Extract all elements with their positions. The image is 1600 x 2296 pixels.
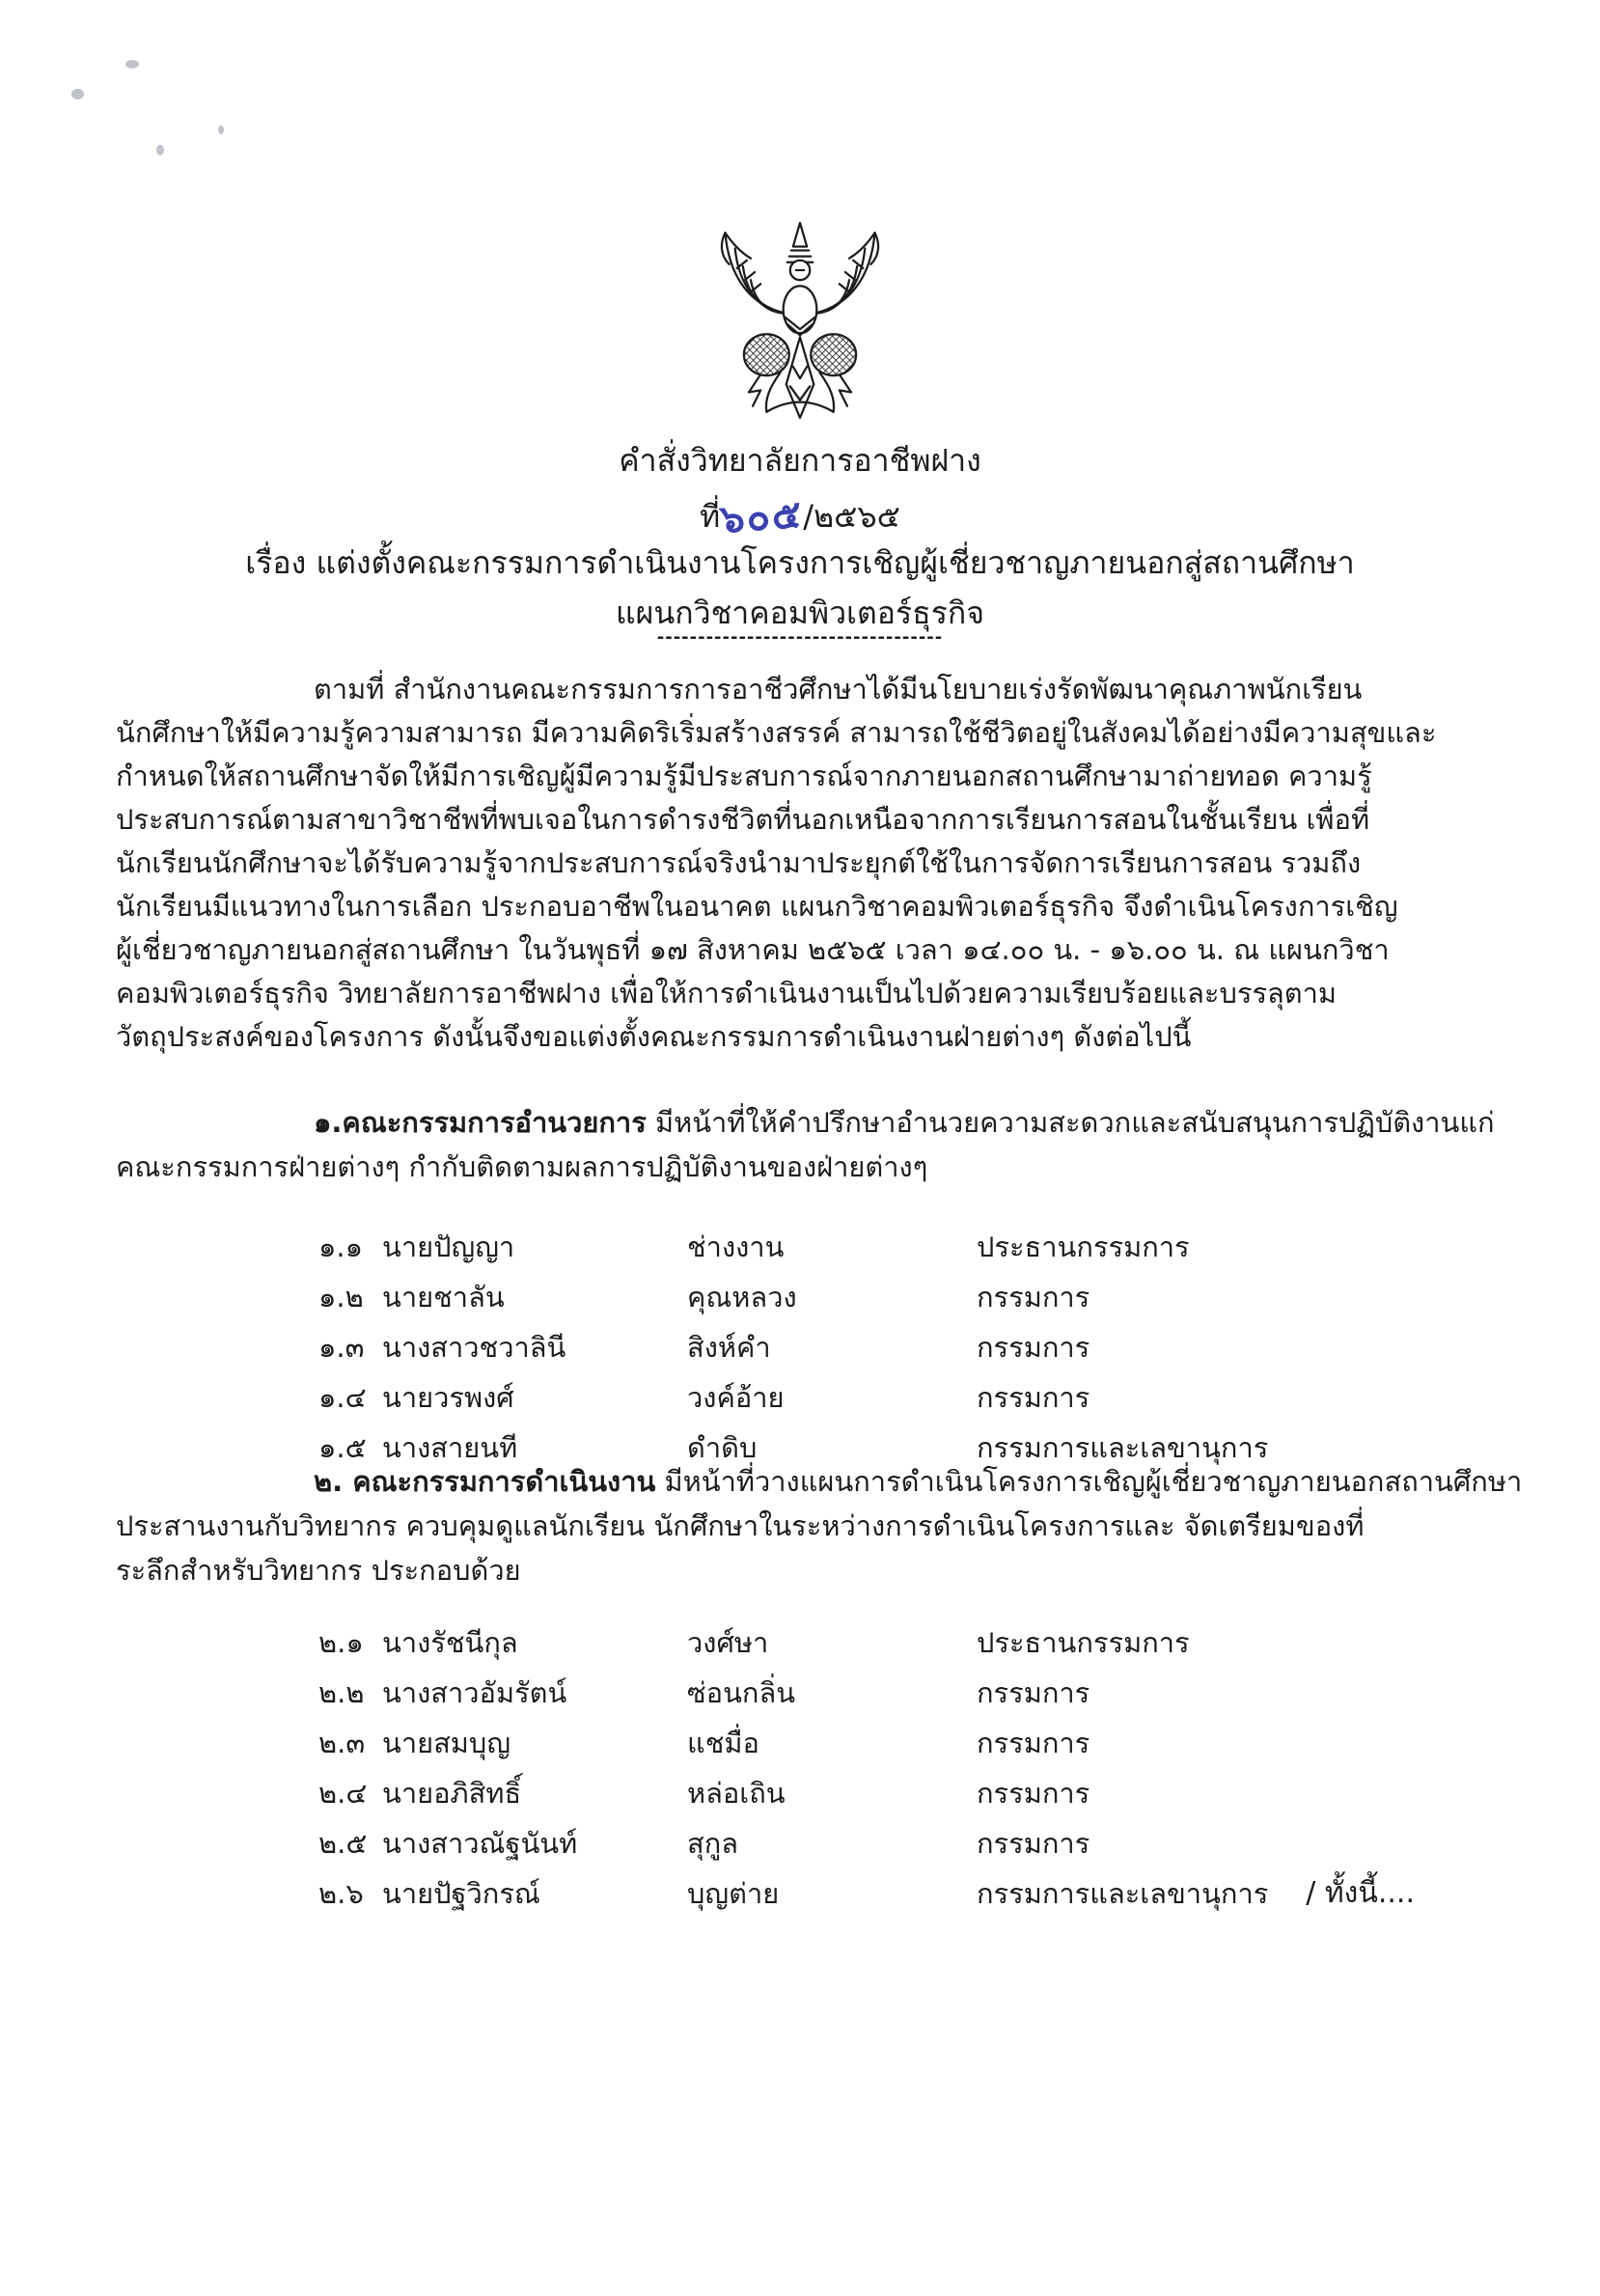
committee-member-row (318, 1372, 1505, 1423)
committee-member-row (318, 1272, 1505, 1322)
handwritten-order-number: ๖๐๕ (718, 492, 805, 542)
paragraph-line: นักศึกษาให้มีความรู้ความสามารถ มีความคิดริเริ่มสร้างสรรค์ สามารถใช้ชีวิตอยู่ในสังคมได้อย่างมีความสุขและ (116, 716, 1437, 749)
member-role: กรรมการ (977, 1827, 1090, 1860)
page-continuation-mark: / ทั้งนี้.... (1306, 1876, 1415, 1910)
member-first-name: นางสาวอัมรัตน์ (382, 1676, 567, 1709)
member-first-name: นายชาลัน (382, 1281, 505, 1314)
member-role: กรรมการและเลขานุการ (977, 1431, 1269, 1464)
member-number: ๒.๑ (318, 1626, 364, 1659)
paragraph-line: ประสบการณ์ตามสาขาวิชาชีพที่พบเจอในการดำรงชีวิตที่นอกเหนือจากการเรียนการสอนในชั้นเรียน เพื่อที่ (116, 803, 1370, 836)
member-number: ๒.๕ (318, 1827, 368, 1860)
section-2-heading-line-3: ระลึกสำหรับวิทยากร ประกอบด้วย (116, 1554, 521, 1587)
member-number: ๑.๑ (318, 1231, 364, 1263)
member-role: ประธานกรรมการ (977, 1626, 1190, 1659)
member-role: กรรมการ (977, 1676, 1090, 1709)
member-first-name: นางรัชนีกุล (382, 1626, 518, 1659)
committee-member-row (318, 1618, 1505, 1668)
number-year: /๒๕๖๕ (803, 498, 900, 535)
section-2-duty: มีหน้าที่วางแผนการดำเนินโครงการเชิญผู้เชี่ยวชาญภายนอกสถานศึกษา (655, 1465, 1523, 1498)
member-first-name: นายวรพงศ์ (382, 1381, 514, 1414)
member-role: กรรมการ (977, 1331, 1090, 1364)
paragraph-line: ตามที่ สำนักงานคณะกรรมการการอาชีวศึกษาได้มีนโยบายเร่งรัดพัฒนาคุณภาพนักเรียน (314, 673, 1363, 705)
scan-speck (71, 89, 84, 99)
member-last-name: วงศ์ษา (687, 1626, 769, 1659)
member-number: ๑.๔ (318, 1381, 367, 1414)
paragraph-line: ผู้เชี่ยวชาญภายนอกสู่สถานศึกษา ในวันพุธที่ ๑๗ สิงหาคม ๒๕๖๕ เวลา ๑๔.๐๐ น. - ๑๖.๐๐ น. ณ แผนกวิชา (116, 933, 1390, 966)
member-first-name: นางสาวณัฐนันท์ (382, 1827, 578, 1860)
section-1-title: ๑.คณะกรรมการอำนวยการ (314, 1106, 647, 1139)
member-role: กรรมการ (977, 1281, 1090, 1314)
committee-member-row (318, 1718, 1505, 1768)
member-first-name: นายสมบุญ (382, 1727, 511, 1759)
garuda-emblem (702, 218, 898, 427)
section-2-title: ๒. คณะกรรมการดำเนินงาน (314, 1465, 656, 1498)
section-2-heading (116, 1459, 1523, 1592)
document-number-line (0, 483, 1600, 544)
paragraph-line: นักเรียนนักศึกษาจะได้รับความรู้จากประสบการณ์จริงนำมาประยุกต์ใช้ในการจัดการเรียนการสอน รวมถึง (116, 846, 1362, 879)
member-first-name: นายอภิสิทธิ์ (382, 1777, 522, 1810)
member-last-name: หล่อเถิน (687, 1777, 786, 1810)
committee-member-row (318, 1668, 1505, 1718)
member-role: กรรมการและเลขานุการ (977, 1877, 1269, 1910)
member-first-name: นางสาวชวาลินี (382, 1331, 566, 1364)
scan-speck (125, 60, 139, 69)
section-1-duty: มีหน้าที่ให้คำปรึกษาอำนวยความสะดวกและสนับสนุนการปฏิบัติงานแก่ (646, 1106, 1495, 1139)
member-last-name: ดำดิบ (687, 1431, 758, 1464)
member-first-name: นายปัฐวิกรณ์ (382, 1877, 540, 1910)
member-last-name: แชมื่อ (687, 1727, 759, 1759)
dashed-divider: ----------------------------------- (656, 627, 944, 648)
committee-member-row (318, 1222, 1505, 1272)
member-number: ๒.๓ (318, 1727, 366, 1759)
member-number: ๑.๕ (318, 1431, 367, 1464)
member-role: กรรมการ (977, 1727, 1090, 1759)
document-department: แผนกวิชาคอมพิวเตอร์ธุรกิจ (615, 595, 985, 631)
member-number: ๒.๔ (318, 1777, 368, 1810)
scan-speck (218, 125, 224, 134)
paragraph-line: วัตถุประสงค์ของโครงการ ดังนั้นจึงขอแต่งตั้งคณะกรรมการดำเนินงานฝ่ายต่างๆ ดังต่อไปนี้ (116, 1020, 1192, 1053)
opening-paragraph (116, 668, 1498, 1059)
member-last-name: ซ่อนกลิ่น (687, 1676, 796, 1709)
scan-speck (156, 145, 164, 155)
committee-member-row (318, 1768, 1505, 1818)
member-role: กรรมการ (977, 1381, 1090, 1414)
document-title: คำสั่งวิทยาลัยการอาชีพฝาง (619, 442, 981, 479)
section-1-heading (116, 1100, 1498, 1189)
member-last-name: ช่างงาน (687, 1231, 785, 1263)
committee-member-row (318, 1818, 1505, 1868)
member-first-name: นายปัญญา (382, 1231, 515, 1263)
member-number: ๑.๓ (318, 1331, 365, 1364)
document-subject: เรื่อง แต่งตั้งคณะกรรมการดำเนินงานโครงการเชิญผู้เชี่ยวชาญภายนอกสู่สถานศึกษา (245, 544, 1355, 581)
section-2-heading-line-2: ประสานงานกับวิทยากร ควบคุมดูแลนักเรียน นักศึกษาในระหว่างการดำเนินโครงการและ จัดเตรียมของที่ (116, 1509, 1365, 1542)
member-last-name: สุกูล (687, 1827, 739, 1860)
member-first-name: นางสายนที (382, 1431, 518, 1464)
member-number: ๒.๖ (318, 1877, 364, 1910)
section-1-member-list (318, 1222, 1505, 1473)
number-prefix: ที่ (700, 498, 721, 535)
committee-member-row (318, 1322, 1505, 1372)
section-1-heading-line-2: คณะกรรมการฝ่ายต่างๆ กำกับติดตามผลการปฏิบัติงานของฝ่ายต่างๆ (116, 1150, 928, 1183)
paragraph-line: กำหนดให้สถานศึกษาจัดให้มีการเชิญผู้มีความรู้มีประสบการณ์จากภายนอกสถานศึกษามาถ่ายทอด ความรู้ (116, 760, 1372, 792)
section-1-heading-line-1 (116, 1100, 1498, 1145)
paragraph-line: นักเรียนมีแนวทางในการเลือก ประกอบอาชีพในอนาคต แผนกวิชาคอมพิวเตอร์ธุรกิจ จึงดำเนินโครงการเชิญ (116, 890, 1398, 923)
member-role: ประธานกรรมการ (977, 1231, 1190, 1263)
member-last-name: คุณหลวง (687, 1281, 797, 1314)
section-2-heading-line-1 (116, 1459, 1523, 1504)
member-role: กรรมการ (977, 1777, 1090, 1810)
member-last-name: บุญต่าย (687, 1877, 780, 1910)
member-number: ๒.๒ (318, 1676, 365, 1709)
member-last-name: สิงห์คำ (687, 1331, 771, 1364)
member-number: ๑.๒ (318, 1281, 364, 1314)
member-last-name: วงค์อ้าย (687, 1381, 785, 1414)
paragraph-line: คอมพิวเตอร์ธุรกิจ วิทยาลัยการอาชีพฝาง เพื่อให้การดำเนินงานเป็นไปด้วยความเรียบร้อยและบรรลุตาม (116, 977, 1338, 1010)
